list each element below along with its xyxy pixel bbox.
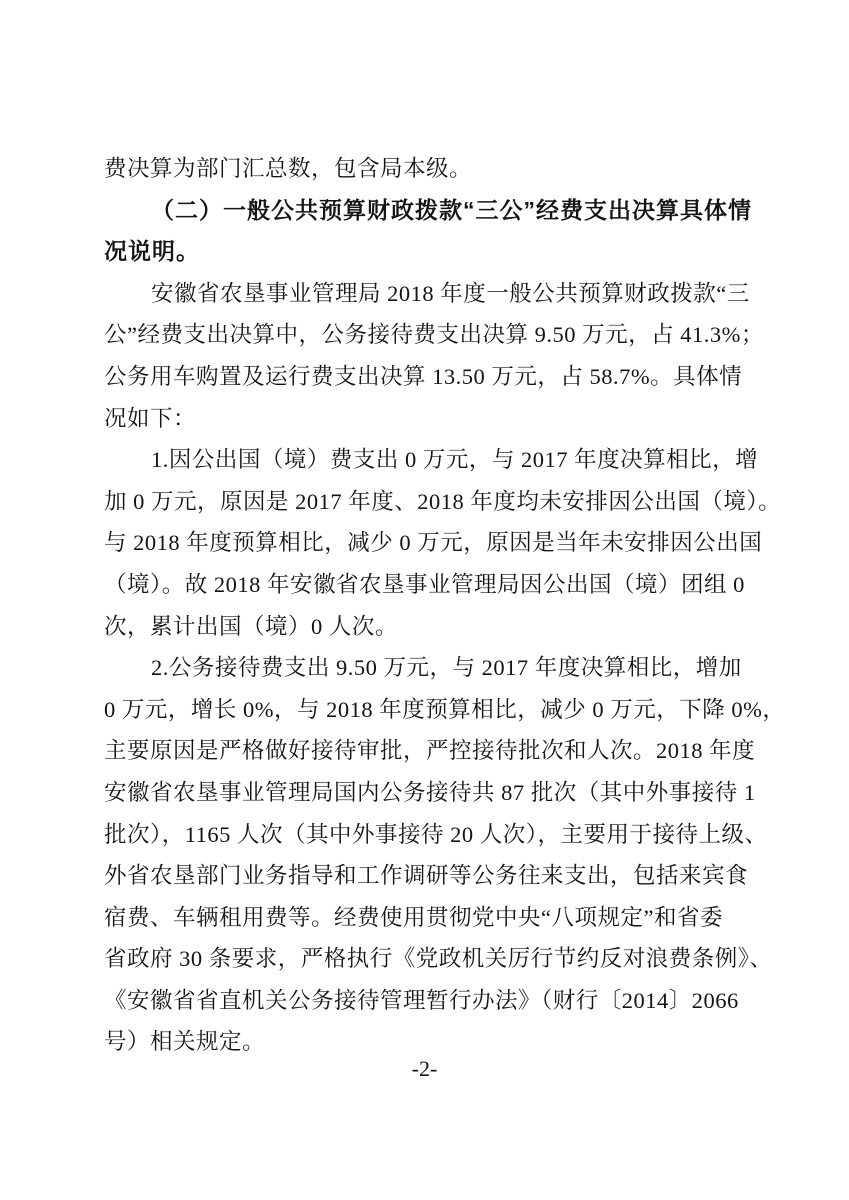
section-heading-line-2: 况说明。 [104,238,200,265]
text-line-21: 《安徽省省直机关公务接待管理暂行办法》（财行〔2014〕2066 [104,987,739,1013]
text-line-14: 0 万元，增长 0%，与 2018 年度预算相比，减少 0 万元，下降 0%， [104,696,786,722]
text-line-5: 公”经费支出决算中，公务接待费支出决算 9.50 万元，占 41.3%； [104,322,764,348]
text-line-16: 安徽省农垦事业管理局国内公务接待共 87 批次（其中外事接待 1 [104,779,756,805]
document-body [104,148,786,1063]
text-line-20: 省政府 30 条要求，严格执行《党政机关厉行节约反对浪费条例》、 [104,946,773,972]
text-line-18: 外省农垦部门业务指导和工作调研等公务往来支出，包括来宾食 [104,863,749,889]
page-number: -2- [411,1056,438,1081]
text-line-1: 费决算为部门汇总数，包含局本级。 [104,156,473,181]
text-line-8: 1.因公出国（境）费支出 0 万元，与 2017 年度决算相比，增 [151,447,759,473]
text-line-4: 安徽省农垦事业管理局 2018 年度一般公共预算财政拨款“三 [151,280,750,306]
text-line-22: 号）相关规定。 [104,1029,266,1055]
text-line-12: 次，累计出国（境）0 人次。 [104,613,398,639]
text-line-9: 加 0 万元，原因是 2017 年度、2018 年度均未安排因公出国（境）。 [104,488,782,514]
text-line-7: 况如下： [104,405,197,431]
text-line-13: 2.公务接待费支出 9.50 万元，与 2017 年度决算相比，增加 [151,655,742,681]
text-line-17: 批次），1165 人次（其中外事接待 20 人次），主要用于接待上级、 [104,821,768,847]
text-line-6: 公务用车购置及运行费支出决算 13.50 万元，占 58.7%。具体情 [104,363,743,389]
text-line-10: 与 2018 年度预算相比，减少 0 万元，原因是当年未安排因公出国 [104,530,763,556]
text-line-19: 宿费、车辆租用费等。经费使用贯彻党中央“八项规定”和省委 [104,904,723,930]
text-line-11: （境）。故 2018 年安徽省农垦事业管理局因公出国（境）团组 0 [104,571,745,597]
section-heading-line-1: （二）一般公共预算财政拨款“三公”经费支出决算具体情 [151,196,752,223]
text-line-15: 主要原因是严格做好接待审批，严控接待批次和人次。2018 年度 [104,738,756,764]
